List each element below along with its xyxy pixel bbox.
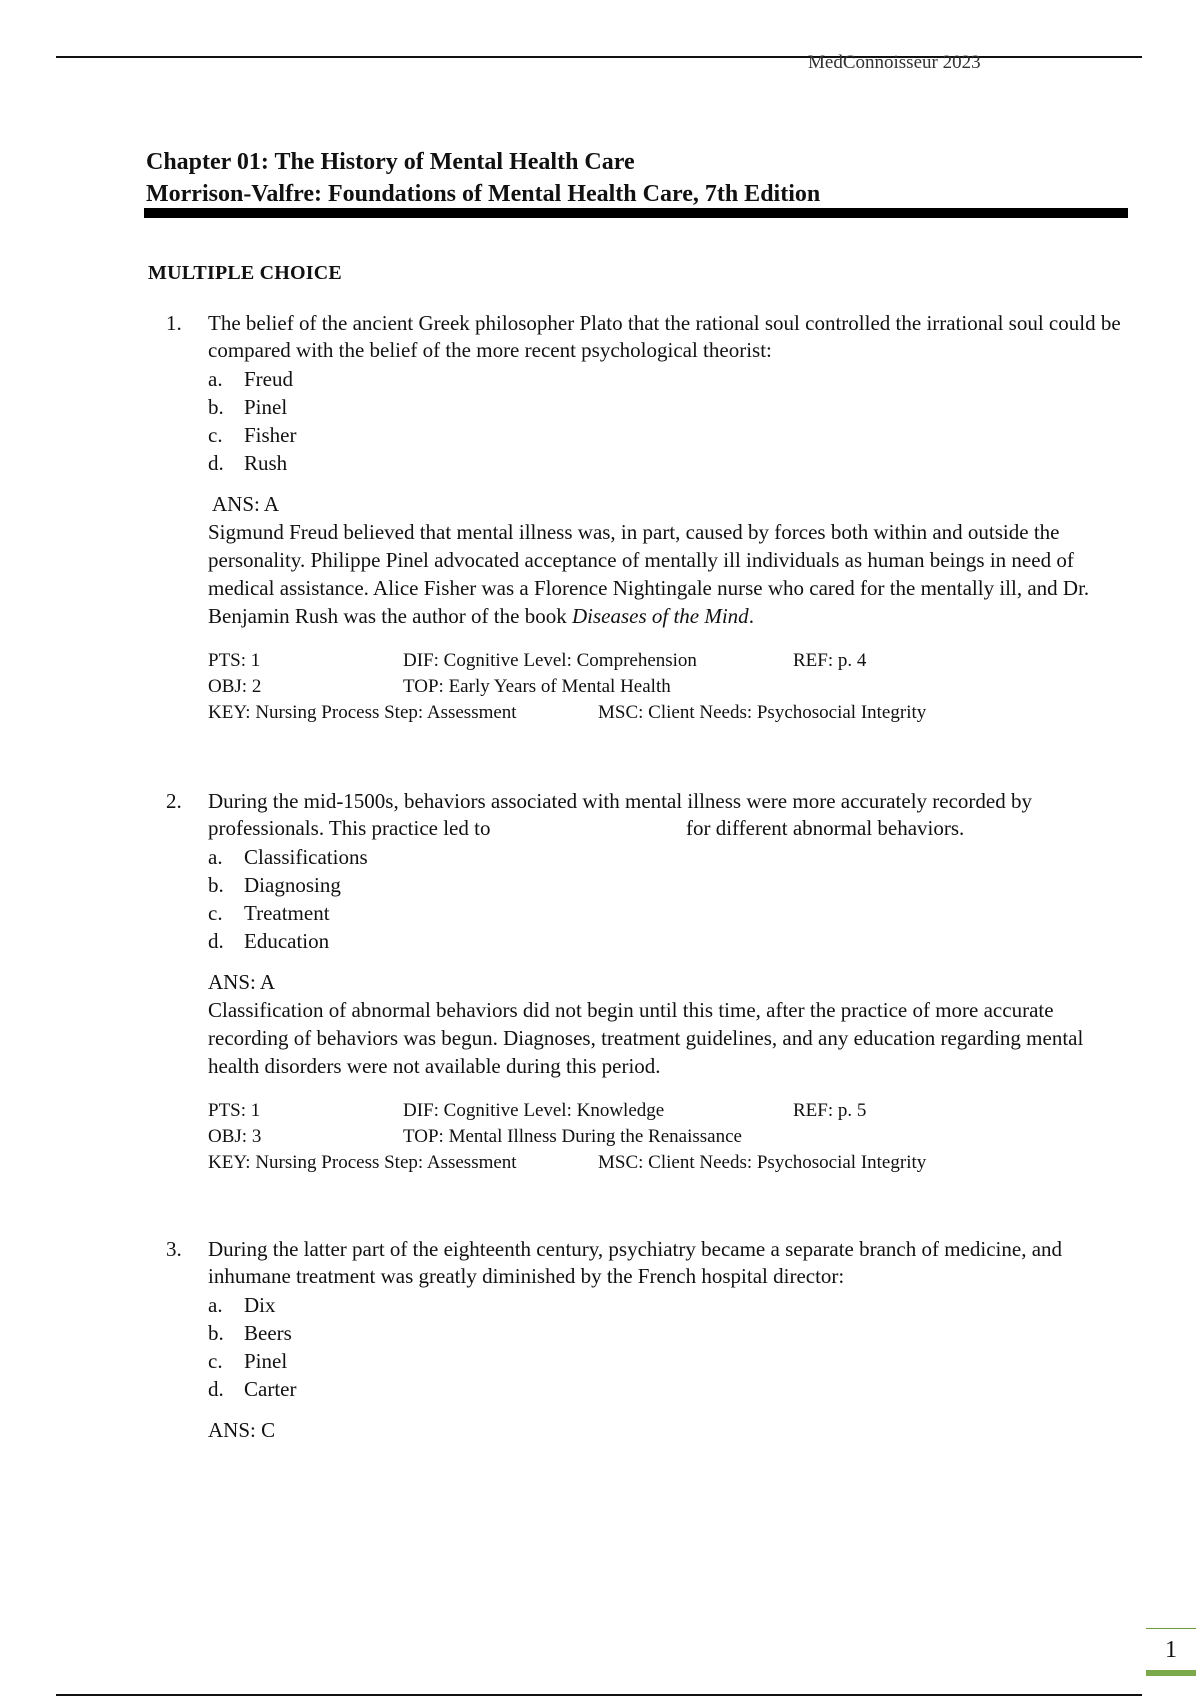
question-metadata <box>208 1098 1126 1176</box>
question-metadata <box>208 648 1126 726</box>
pts-field: PTS: 1 <box>208 1100 261 1121</box>
book-title-italic: Diseases of the Mind <box>571 604 749 628</box>
option-b: b. Beers <box>208 1321 292 1345</box>
option-d: d. Education <box>208 929 330 953</box>
answer-options <box>208 843 1126 955</box>
rationale: Sigmund Freud believed that mental illness was, in part, caused by forces both within and outside the personality. Philippe Pinel advocated acceptance of mentally ill individuals as human beings in need of medical assistance. Alice Fisher was a Florence Nightingale nurse who cared for the mentally ill, and Dr. Benjamin Rush was the author of the book Diseases of the Mind. <box>208 520 1090 628</box>
page-number: 1 <box>1165 1637 1177 1663</box>
dif-field: DIF: Cognitive Level: Comprehension <box>403 650 697 671</box>
question-number: 1. <box>166 311 182 335</box>
key-field: KEY: Nursing Process Step: Assessment <box>208 1152 517 1173</box>
rationale: Classification of abnormal behaviors did not begin until this time, after the practice of more accurate recording of behaviors was begun. Diagnoses, treatment guidelines, and any education regarding mental health disorders were not available during this period. <box>208 998 1084 1078</box>
key-field: KEY: Nursing Process Step: Assessment <box>208 702 517 723</box>
question-stem: The belief of the ancient Greek philosopher Plato that the rational soul controlled the irrational soul could be compared with the belief of the more recent psychological theorist: <box>208 311 1121 362</box>
question-stem: During the latter part of the eighteenth century, psychiatry became a separate branch of medicine, and inhumane treatment was greatly diminished by the French hospital director: <box>208 1237 1063 1288</box>
ref-field: REF: p. 5 <box>793 1100 867 1121</box>
msc-field: MSC: Client Needs: Psychosocial Integrity <box>598 1152 927 1173</box>
option-b: b. Diagnosing <box>208 873 341 897</box>
option-b: b. Pinel <box>208 395 288 419</box>
chapter-title: Chapter 01: The History of Mental Health Care <box>146 149 635 175</box>
section-heading: MULTIPLE CHOICE <box>148 262 342 284</box>
answer-options <box>208 1291 1126 1403</box>
book-title: Morrison-Valfre: Foundations of Mental Health Care, 7th Edition <box>146 181 821 207</box>
question-2 <box>166 788 1126 1176</box>
chapter-heading <box>146 146 820 210</box>
obj-field: OBJ: 2 <box>208 676 262 697</box>
page-number-rule <box>1146 1628 1196 1629</box>
header-brand: MedConnoisseur 2023 <box>808 52 981 73</box>
answer-key: ANS: A <box>208 970 276 994</box>
option-d: d. Rush <box>208 451 288 475</box>
option-a: a. Freud <box>208 367 293 391</box>
dif-field: DIF: Cognitive Level: Knowledge <box>403 1100 665 1121</box>
page-number-accent-bar <box>1146 1670 1196 1676</box>
top-field: TOP: Mental Illness During the Renaissance <box>403 1126 742 1147</box>
question-stem: During the mid-1500s, behaviors associated with mental illness were more accurately recorded by professionals. This practice led to for different abnormal behaviors. <box>208 789 1032 840</box>
question-3 <box>166 1236 1126 1444</box>
ref-field: REF: p. 4 <box>793 650 867 671</box>
option-c: c. Pinel <box>208 1349 288 1373</box>
obj-field: OBJ: 3 <box>208 1126 262 1147</box>
option-a: a. Dix <box>208 1293 276 1317</box>
option-c: c. Fisher <box>208 423 297 447</box>
answer-key: ANS: C <box>208 1418 276 1442</box>
question-number: 3. <box>166 1237 182 1261</box>
footer-rule <box>56 1694 1142 1696</box>
answer-key: ANS: A <box>212 492 280 516</box>
question-1 <box>166 310 1126 726</box>
title-rule <box>144 208 1128 218</box>
option-d: d. Carter <box>208 1377 297 1401</box>
answer-options <box>208 365 1126 477</box>
top-field: TOP: Early Years of Mental Health <box>403 676 671 697</box>
option-a: a. Classifications <box>208 845 368 869</box>
option-c: c. Treatment <box>208 901 330 925</box>
question-number: 2. <box>166 789 182 813</box>
pts-field: PTS: 1 <box>208 650 261 671</box>
msc-field: MSC: Client Needs: Psychosocial Integrity <box>598 702 927 723</box>
